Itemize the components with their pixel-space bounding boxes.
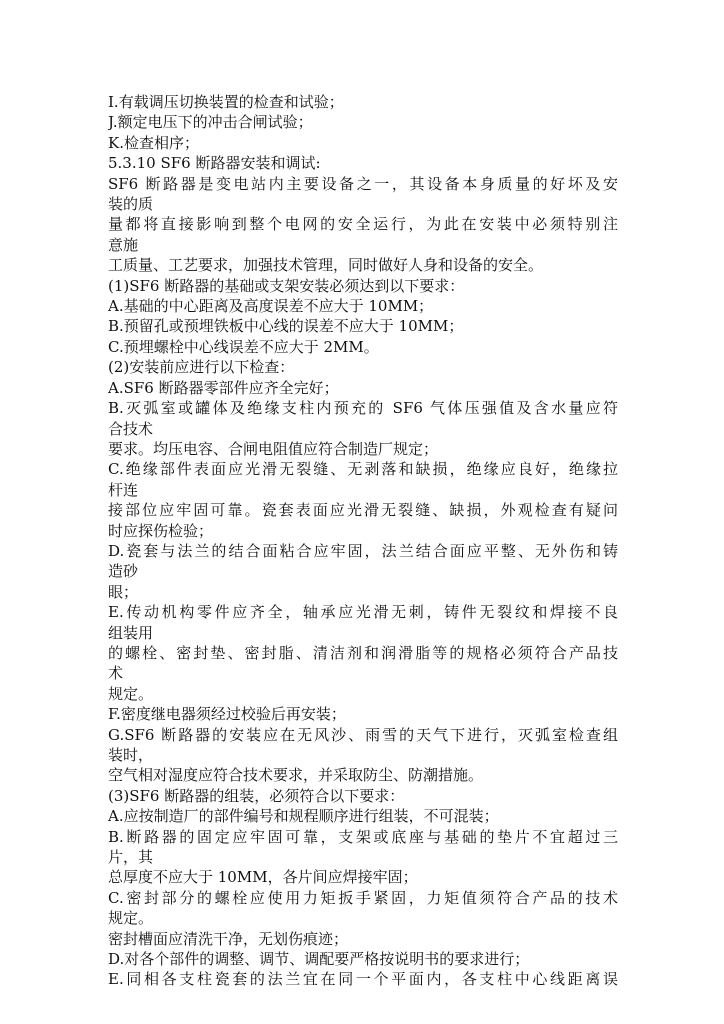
text-line: 术: [108, 664, 124, 683]
text-line: 合技术: [108, 419, 154, 438]
text-line: 组装用: [108, 623, 154, 642]
text-line: B.预留孔或预埋铁板中心线的误差不应大于 10MM；: [108, 317, 464, 336]
text-line: C.预埋螺栓中心线误差不应大于 2MM。: [108, 337, 379, 356]
text-line: 杆连: [108, 480, 139, 499]
text-line: SF6 断路器是变电站内主要设备之一，其设备本身质量的好坏及安: [108, 174, 618, 193]
text-line: K.检查相序；: [108, 133, 199, 152]
text-line: 密封槽面应清洗干净，无划伤痕迹；: [108, 929, 349, 948]
document-body: [108, 92, 618, 990]
text-line: B.断路器的固定应牢固可靠，支架或底座与基础的垫片不宜超过三: [108, 827, 618, 846]
text-line: D.瓷套与法兰的结合面粘合应牢固，法兰结合面应平整、无外伤和铸: [108, 541, 618, 560]
text-line: 时应探伤检验；: [108, 521, 214, 540]
text-line: (3)SF6 断路器的组装，必须符合以下要求：: [108, 786, 405, 805]
text-line: 5.3.10 SF6 断路器安装和调试:: [108, 154, 321, 173]
text-line: 空气相对湿度应符合技术要求，并采取防尘、防潮措施。: [108, 766, 484, 785]
text-line: I.有载调压切换装置的检查和试验；: [108, 93, 344, 111]
text-line: (1)SF6 断路器的基础或支架安装必须达到以下要求：: [108, 276, 465, 295]
text-line: E.同相各支柱瓷套的法兰宜在同一个平面内，各支柱中心线距离误: [108, 970, 618, 989]
text-line: 装时，: [108, 746, 154, 764]
text-line: 片，其: [108, 848, 154, 867]
text-line: A.SF6 断路器零部件应齐全完好；: [108, 378, 339, 397]
text-line: 意施: [108, 235, 139, 254]
text-line: 眼；: [108, 582, 139, 601]
text-line: 量都将直接影响到整个电网的安全运行，为此在安装中必须特别注: [108, 215, 618, 234]
text-line: 接部位应牢固可靠。瓷套表面应光滑无裂缝、缺损，外观检查有疑问: [108, 501, 618, 520]
text-line: A.应按制造厂的部件编号和规程顺序进行组装，不可混装；: [108, 807, 499, 826]
text-line: 规定。: [108, 909, 154, 928]
text-line: B.灭弧室或罐体及绝缘支柱内预充的 SF6 气体压强值及含水量应符: [108, 399, 618, 418]
text-line: 总厚度不应大于 10MM，各片间应焊接牢固；: [108, 868, 418, 887]
text-line: (2)安装前应进行以下检查：: [108, 358, 295, 377]
text-line: D.对各个部件的调整、调节、调配要严格按说明书的要求进行；: [108, 950, 530, 969]
text-line: E.传动机构零件应齐全，轴承应光滑无刺，铸件无裂纹和焊接不良: [108, 603, 618, 622]
text-line: 装的质: [108, 195, 154, 214]
text-line: 的螺栓、密封垫、密封脂、清洁剂和润滑脂等的规格必须符合产品技: [108, 643, 618, 662]
text-line: F.密度继电器须经过校验后再安装；: [108, 705, 346, 724]
text-line: 规定。: [108, 684, 154, 703]
text-line: C.绝缘部件表面应光滑无裂缝、无剥落和缺损，绝缘应良好，绝缘拉: [108, 460, 618, 479]
text-line: 工质量、工艺要求，加强技术管理，同时做好人身和设备的安全。: [108, 256, 544, 275]
text-line: 造砂: [108, 562, 139, 581]
text-line: A.基础的中心距离及高度误差不应大于 10MM；: [108, 297, 434, 316]
text-line: 要求。均压电容、合闸电阻值应符合制造厂规定；: [108, 439, 439, 458]
text-line: J.额定电压下的冲击合闸试验；: [108, 113, 313, 132]
text-line: C.密封部分的螺栓应使用力矩扳手紧固，力矩值须符合产品的技术: [108, 888, 618, 907]
text-line: G.SF6 断路器的安装应在无风沙、雨雪的天气下进行，灭弧室检查组: [108, 725, 618, 744]
